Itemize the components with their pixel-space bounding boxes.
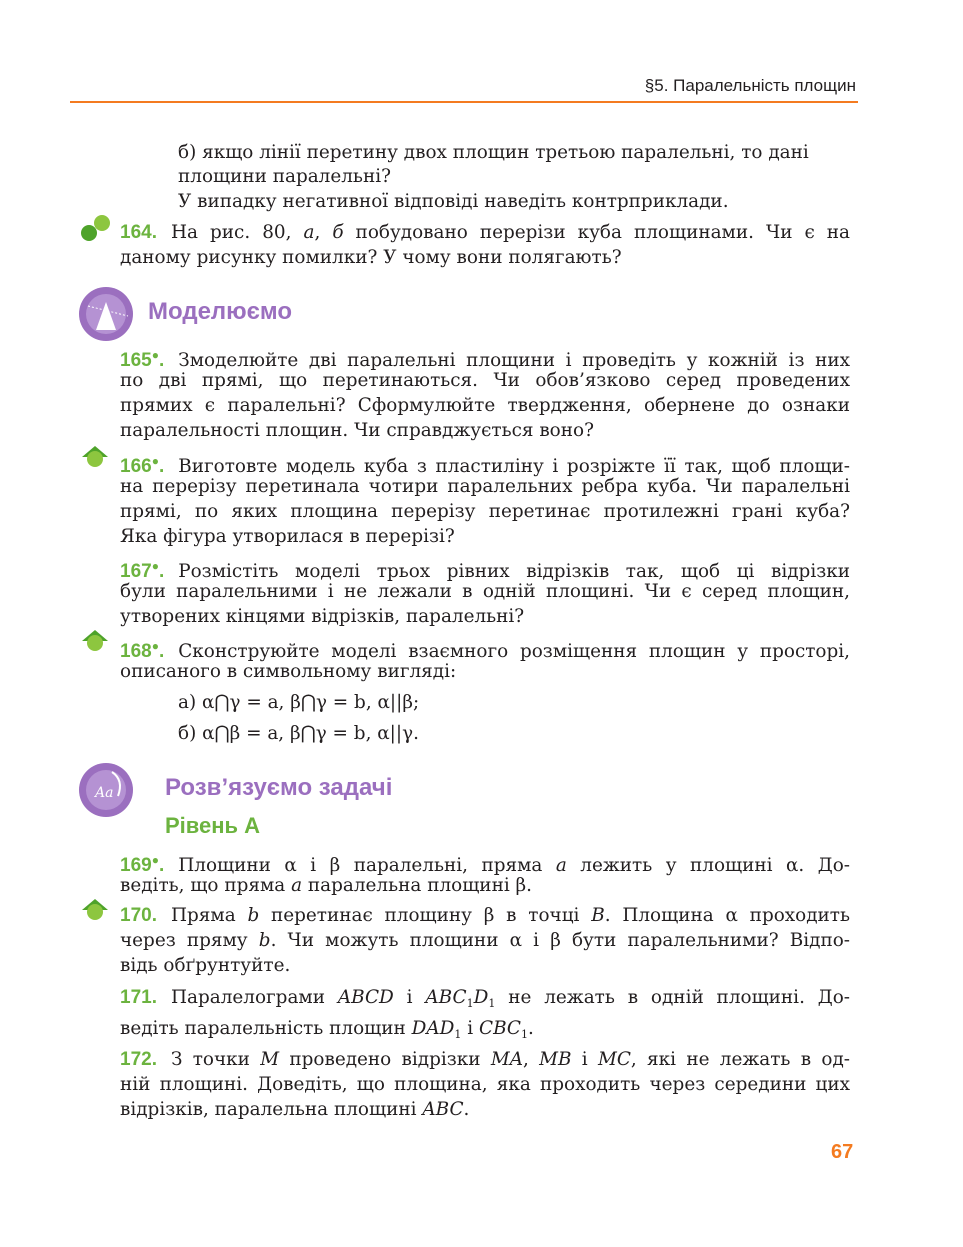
modeling-section-icon bbox=[78, 286, 134, 342]
task-169-line-2: ведіть, що пряма a паралельна площині β. bbox=[120, 875, 533, 896]
task-170-line-1: 170. Пряма b перетинає площину β в точці B. Площина α проходить bbox=[120, 905, 850, 926]
task-171-line-2: ведіть паралельність площин $DAD_1$ і $CBC_1$. bbox=[120, 1018, 534, 1041]
task-172-line-1: 172. З точки M проведено відрізки MA, MB і MC, які не лежать в од- bbox=[120, 1049, 850, 1070]
level-title: Рівень А bbox=[165, 813, 261, 838]
header-rule bbox=[70, 101, 858, 103]
task-165-line-4: паралельності площин. Чи справджується воно? bbox=[120, 420, 594, 441]
task-171-line-1: 171. Паралелограми ABCD і $ABC_1D_1$ не лежать в одній площині. До- bbox=[120, 987, 851, 1010]
task-166-line-4: Яка фігура утворилася в перерізі? bbox=[120, 526, 455, 547]
task-165-line-2: по дві прямі, що перетинаються. Чи обов’язково серед проведених bbox=[120, 370, 850, 391]
page-number: 67 bbox=[831, 1141, 854, 1163]
home-task-icon bbox=[81, 444, 109, 470]
home-task-icon bbox=[81, 897, 109, 923]
task-172-line-2: ній площині. Доведіть, що площина, яка проходить через середини цих bbox=[120, 1074, 850, 1095]
task-166-line-2: на перерізу перетинала чотири паралельних ребра куба. Чи паралельні bbox=[120, 476, 850, 497]
task-165-line-3: прямих є паралельні? Сформулюйте твердження, обернене до ознаки bbox=[120, 395, 850, 416]
task-166-line-1: 166●. Виготовте модель куба з пластиліну і розріжте її так, щоб площи- bbox=[120, 454, 850, 477]
section-title-modeling: Моделюємо bbox=[148, 298, 293, 325]
task-168-line-1: 168●. Сконструюйте моделі взаємного розміщення площин у просторі, bbox=[120, 639, 850, 662]
svg-text:Aa: Aa bbox=[95, 785, 114, 801]
task-167-line-2: були паралельними і не лежали в одній площині. Чи є серед площин, bbox=[120, 581, 850, 602]
home-task-icon bbox=[81, 628, 109, 654]
prev-task-line-1: б) якщо лінії перетину двох площин третьою паралельні, то дані bbox=[178, 142, 809, 163]
task-167-line-1: 167●. Розмістіть моделі трьох рівних відрізків так, щоб ці відрізки bbox=[120, 559, 850, 582]
task-166-line-3: прямі, по яких площина перерізу перетинає протилежні грані куба? bbox=[120, 501, 850, 522]
task-172-line-3: відрізків, паралельна площині ABC. bbox=[120, 1099, 470, 1120]
task-169-line-1: 169●. Площини α і β паралельні, пряма a лежить у площині α. До- bbox=[120, 853, 850, 876]
prev-task-line-3: У випадку негативної відповіді наведіть контрприклади. bbox=[178, 191, 729, 212]
task-168-option-b: б) α⋂β = a, β⋂γ = b, α||γ. bbox=[178, 723, 419, 744]
task-167-line-3: утворених кінцями відрізків, паралельні? bbox=[120, 606, 525, 627]
prev-task-line-2: площини паралельні? bbox=[178, 166, 391, 187]
task-165-line-1: 165●. Змоделюйте дві паралельні площини і проведіть у кожній із них bbox=[120, 348, 850, 371]
solve-section-icon bbox=[78, 762, 134, 818]
task-168-line-2: описаного в символьному вигляді: bbox=[120, 661, 457, 682]
task-168-option-a: а) α⋂γ = a, β⋂γ = b, α||β; bbox=[178, 692, 420, 713]
task-164-line-2: даному рисунку помилки? У чому вони полягають? bbox=[120, 247, 622, 268]
task-170-line-3: відь обґрунтуйте. bbox=[120, 955, 291, 976]
running-header: §5. Паралельність площин bbox=[644, 76, 856, 95]
task-170-line-2: через пряму b. Чи можуть площини α і β бути паралельними? Відпо- bbox=[120, 930, 851, 951]
task-164-line-1: 164. На рис. 80, а, б побудовано перерізи куба площинами. Чи є на bbox=[120, 222, 850, 243]
section-title-solve: Розв’язуємо задачі bbox=[165, 774, 393, 801]
difficulty-dots-icon bbox=[80, 213, 112, 243]
